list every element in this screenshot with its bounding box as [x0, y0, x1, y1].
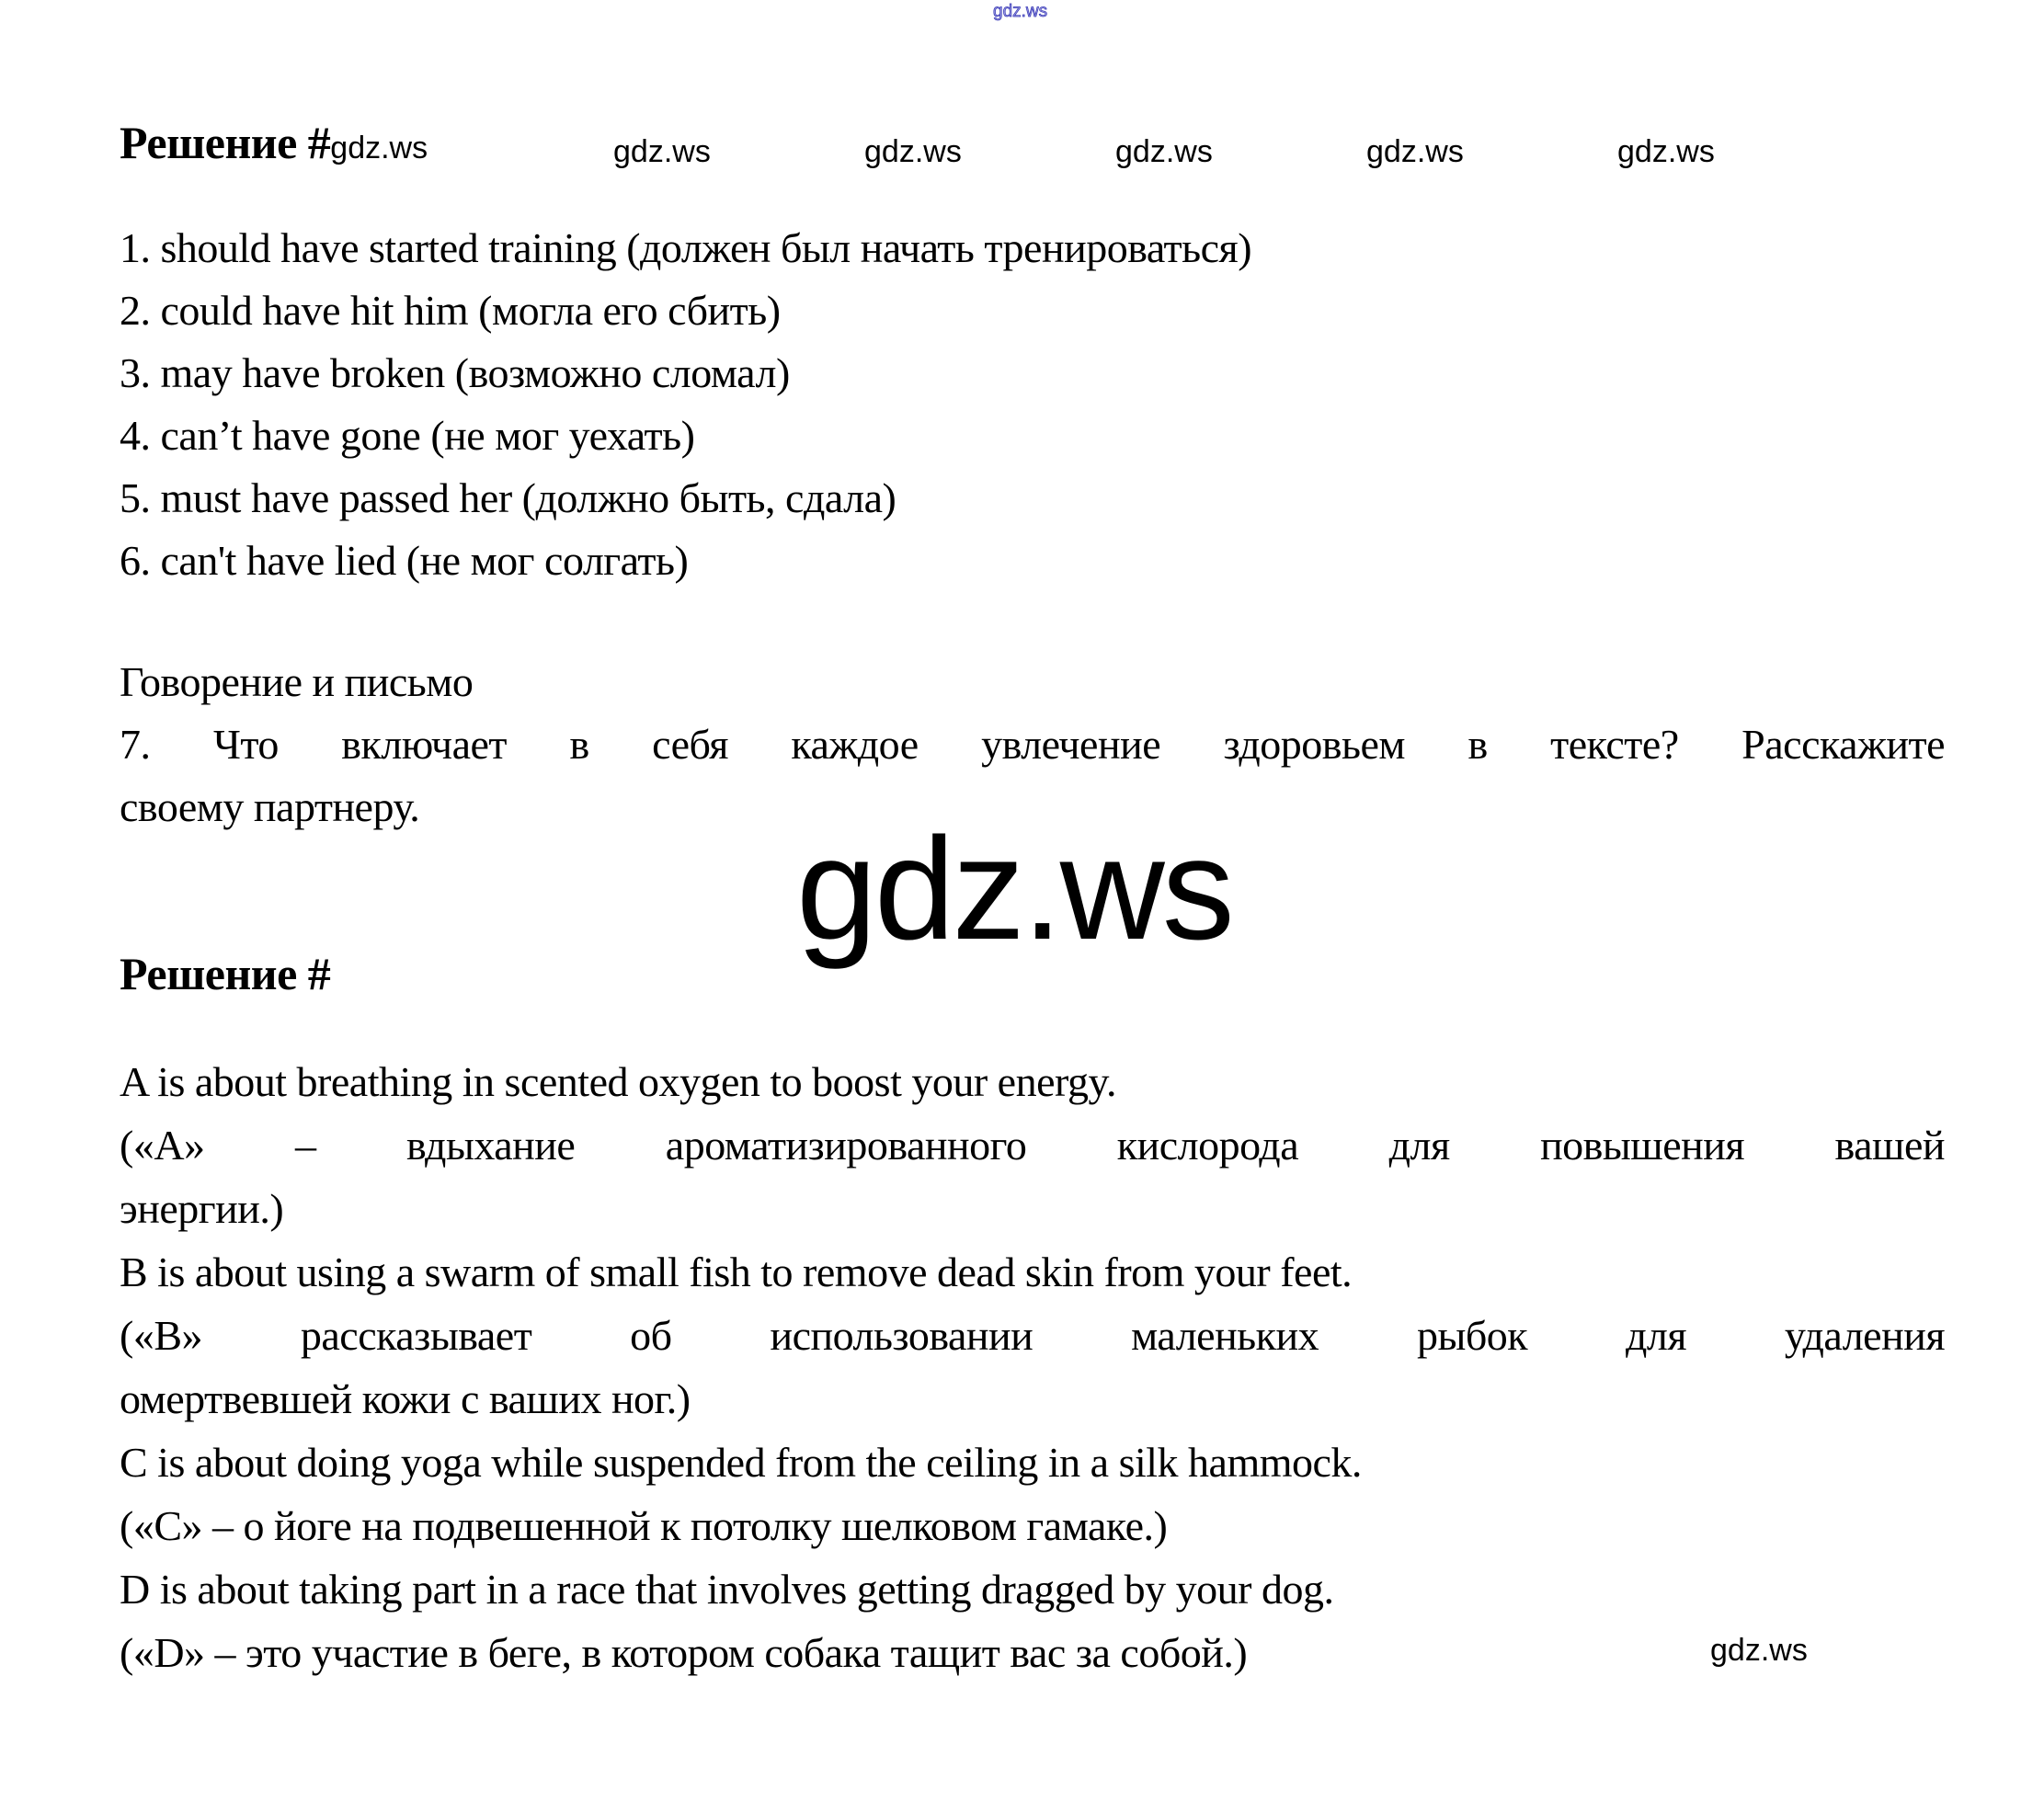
- answer-translation-line: («С» – о йоге на подвешенной к потолку шелковом гамаке.): [120, 1502, 1168, 1549]
- answer-line: A is about breathing in scented oxygen to boost your energy.: [120, 1058, 1117, 1105]
- watermark-big: gdz.ws: [796, 808, 1232, 970]
- watermark-top: gdz.ws: [993, 2, 1048, 21]
- section2-heading-row: [120, 947, 330, 1000]
- answer-translation-line: («А» – вдыхание ароматизированного кислорода для повышения вашей: [120, 1122, 1945, 1169]
- section2-heading: Решение #: [120, 948, 331, 999]
- answer-translation-line: («В» рассказывает об использовании маленьких рыбок для удаления: [120, 1312, 1945, 1359]
- section1-heading-row: [120, 116, 428, 169]
- watermark-header-6: gdz.ws: [1617, 134, 1715, 169]
- watermark-header-2: gdz.ws: [613, 134, 711, 169]
- watermark-header-5: gdz.ws: [1366, 134, 1464, 169]
- watermark-header-4: gdz.ws: [1115, 134, 1213, 169]
- watermark-header-1: gdz.ws: [330, 131, 428, 165]
- list-item: 3. may have broken (возможно сломал): [120, 349, 790, 396]
- list-item: 5. must have passed her (должно быть, сдала): [120, 474, 896, 521]
- answer-translation-line: омертвевшей кожи с ваших ног.): [120, 1375, 691, 1422]
- answer-translation-line: энергии.): [120, 1185, 284, 1232]
- speaking-task-line: 7. Что включает в себя каждое увлечение здоровьем в тексте? Расскажите: [120, 721, 1945, 768]
- answer-line: D is about taking part in a race that involves getting dragged by your dog.: [120, 1566, 1334, 1613]
- watermark-header-3: gdz.ws: [864, 134, 962, 169]
- speaking-title: Говорение и письмо: [120, 658, 474, 705]
- list-item: 6. can't have lied (не мог солгать): [120, 537, 689, 584]
- solution-list: [120, 217, 1945, 592]
- list-item: 1. should have started training (должен был начать тренироваться): [120, 224, 1252, 271]
- answer-line: B is about using a swarm of small fish to remove dead skin from your feet.: [120, 1249, 1353, 1295]
- list-item: 2. could have hit him (могла его сбить): [120, 287, 781, 334]
- answer-translation-line: («D» – это участие в беге, в котором собака тащит вас за собой.): [120, 1629, 1248, 1676]
- answers-section: [120, 1050, 1945, 1684]
- watermark-bottom: gdz.ws: [1710, 1633, 1808, 1668]
- section1-heading: Решение #: [120, 117, 331, 168]
- speaking-task-line: своему партнеру.: [120, 783, 420, 830]
- answer-line: C is about doing yoga while suspended from the ceiling in a silk hammock.: [120, 1439, 1362, 1486]
- list-item: 4. can’t have gone (не мог уехать): [120, 412, 695, 459]
